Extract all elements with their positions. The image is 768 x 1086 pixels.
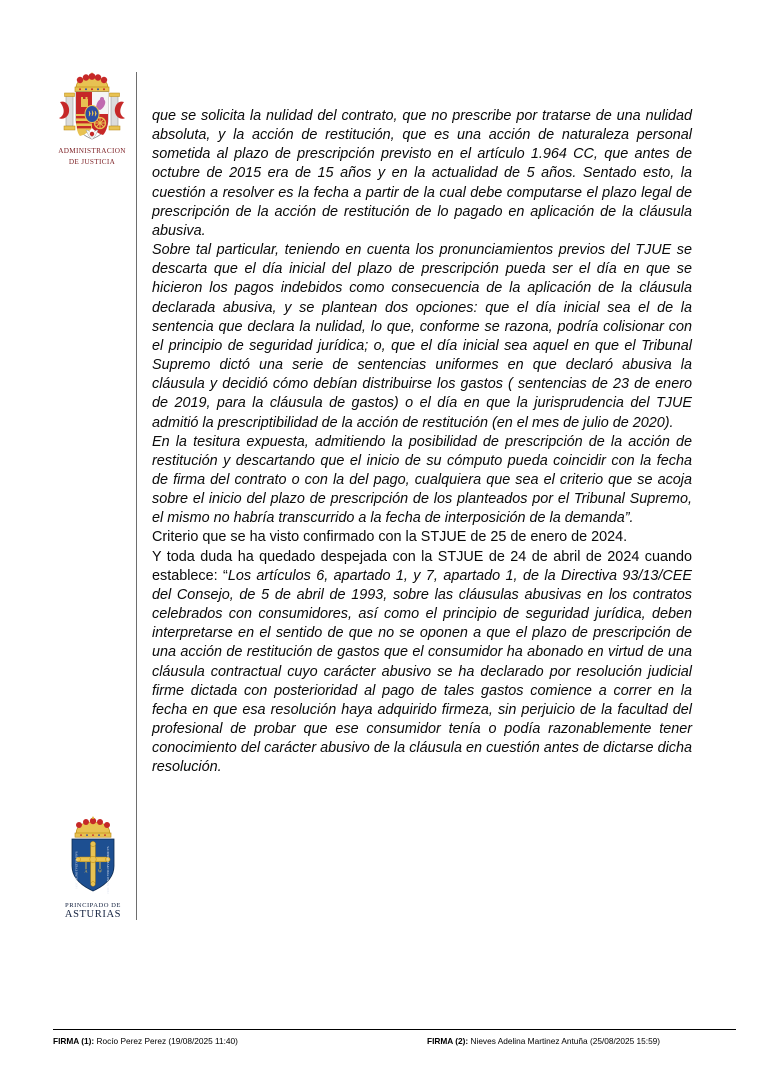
footer-divider [53, 1029, 736, 1030]
svg-text:A: A [84, 868, 88, 874]
signature-footer [53, 1029, 736, 1047]
escudo-caption-line-1: ADMINISTRACION [58, 147, 126, 155]
signature-1 [53, 1036, 427, 1047]
spain-coat-of-arms-icon [56, 68, 128, 146]
asturias-caption-line-1: PRINCIPADO DE [65, 902, 121, 909]
left-margin-column [0, 0, 137, 1010]
signature-2 [427, 1036, 736, 1047]
principado-de-asturias-emblem [52, 812, 134, 921]
signature-1-text: Rocío Perez Perez (19/08/2025 11:40) [96, 1036, 238, 1047]
paragraph: Criterio que se ha visto confirmado con la STJUE de 25 de enero de 2024. [152, 529, 628, 546]
asturias-coat-of-arms-icon [62, 812, 124, 900]
paragraph-lead-text: Y toda duda ha quedado despejada con la STJUE de 24 de abril de 2024 cuando establece: “ [152, 548, 692, 584]
asturias-caption-line-2: ASTURIAS [64, 909, 122, 920]
svg-text:HOC SIGNO VINCITVR INIMICVS: HOC SIGNO VINCITVR INIMICVS [106, 846, 110, 894]
escudo-caption-line-2: DE JUSTICIA [68, 157, 116, 166]
paragraph: que se solicita la nulidad del contrato, que no prescribe por tratarse de una nulidad absoluta, y la acción de restitución, que es una acción de naturaleza personal sometida al plazo de prescripción previsto en el artículo 1.964 CC, que antes de octubre de 2015 era de 15 años y en la actualidad de 5 años. Sentado esto, la cuestión a resolver es la fecha a partir de la cual debe computarse el plazo legal de prescripción de la acción de restitución de lo pagado en aplicación de la cláusula abusiva. [152, 108, 692, 239]
signature-1-label: FIRMA (1): [53, 1036, 95, 1047]
document-body [152, 107, 692, 777]
paragraph: Sobre tal particular, teniendo en cuenta los pronunciamientos previos del TJUE se descarta que el día inicial del plazo de prescripción pueda ser el día en que se hicieron los pagos indebidos como consecuencia de la aplicación de la cláusula declarada abusiva, y se plantean dos opciones: que el día inicial sea el de la sentencia que declara la nulidad, lo que, conforme se razona, podría colisionar con el principio de seguridad jurídica; o, que el día inicial sea aquel en que el Tribunal Supremo dictó una serie de sentencias uniformes en que declaró abusiva la cláusula y decidió cómo debían distribuirse los gastos ( sentencias de 23 de enero de 2019, para la cláusula de gastos) o el día en que la jurisprudencia del TJUE admitió la prescriptibilidad de la acción de restitución (en el mes de julio de 2020). [152, 242, 692, 431]
signature-2-label: FIRMA (2): [427, 1036, 469, 1047]
signature-2-text: Nieves Adelina Martinez Antuña (25/08/2025 15:59) [470, 1036, 661, 1047]
quoted-ruling-text: Los artículos 6, apartado 1, y 7, apartado 1, de la Directiva 93/13/CEE del Consejo, de 5 de abril de 1993, sobre las cláusulas abusivas en los contratos celebrados con consumidores, así como el principio de seguridad jurídica, deben interpretarse en el sentido de que no se oponen a que el plazo de prescripción de una acción de restitución de gastos que el consumidor ha abonado en virtud de una cláusula contractual cuyo carácter abusivo se ha declarado por resolución judicial firme dictada con posterioridad al pago de tales gastos comience a correr en la fecha en que esa resolución haya adquirido firmeza, sin perjuicio de la facultad del profesional de probar que ese consumidor tenía o podía razonablemente tener conocimiento del carácter abusivo de la cláusula en cuestión antes de dictarse dicha resolución. [152, 567, 692, 776]
administracion-de-justicia-emblem [52, 68, 132, 167]
paragraph: En la tesitura expuesta, admitiendo la posibilidad de prescripción de la acción de restitución y descartando que el inicio de su cómputo pueda coincidir con la fecha de firma del contrato o con la del pago, cualquiera que sea el criterio que se acoja sobre el inicio del plazo de prescripción de los planteados por el Tribunal Supremo, el mismo no habría transcurrido a la fecha de interposición de la demanda”. [152, 433, 692, 527]
vertical-divider [136, 72, 137, 920]
signature-row [53, 1036, 736, 1047]
svg-text:W: W [97, 868, 103, 874]
svg-text:HOC SIGNO TVETVR PIVS: HOC SIGNO TVETVR PIVS [74, 851, 79, 889]
paragraph-with-quotation [152, 548, 692, 778]
